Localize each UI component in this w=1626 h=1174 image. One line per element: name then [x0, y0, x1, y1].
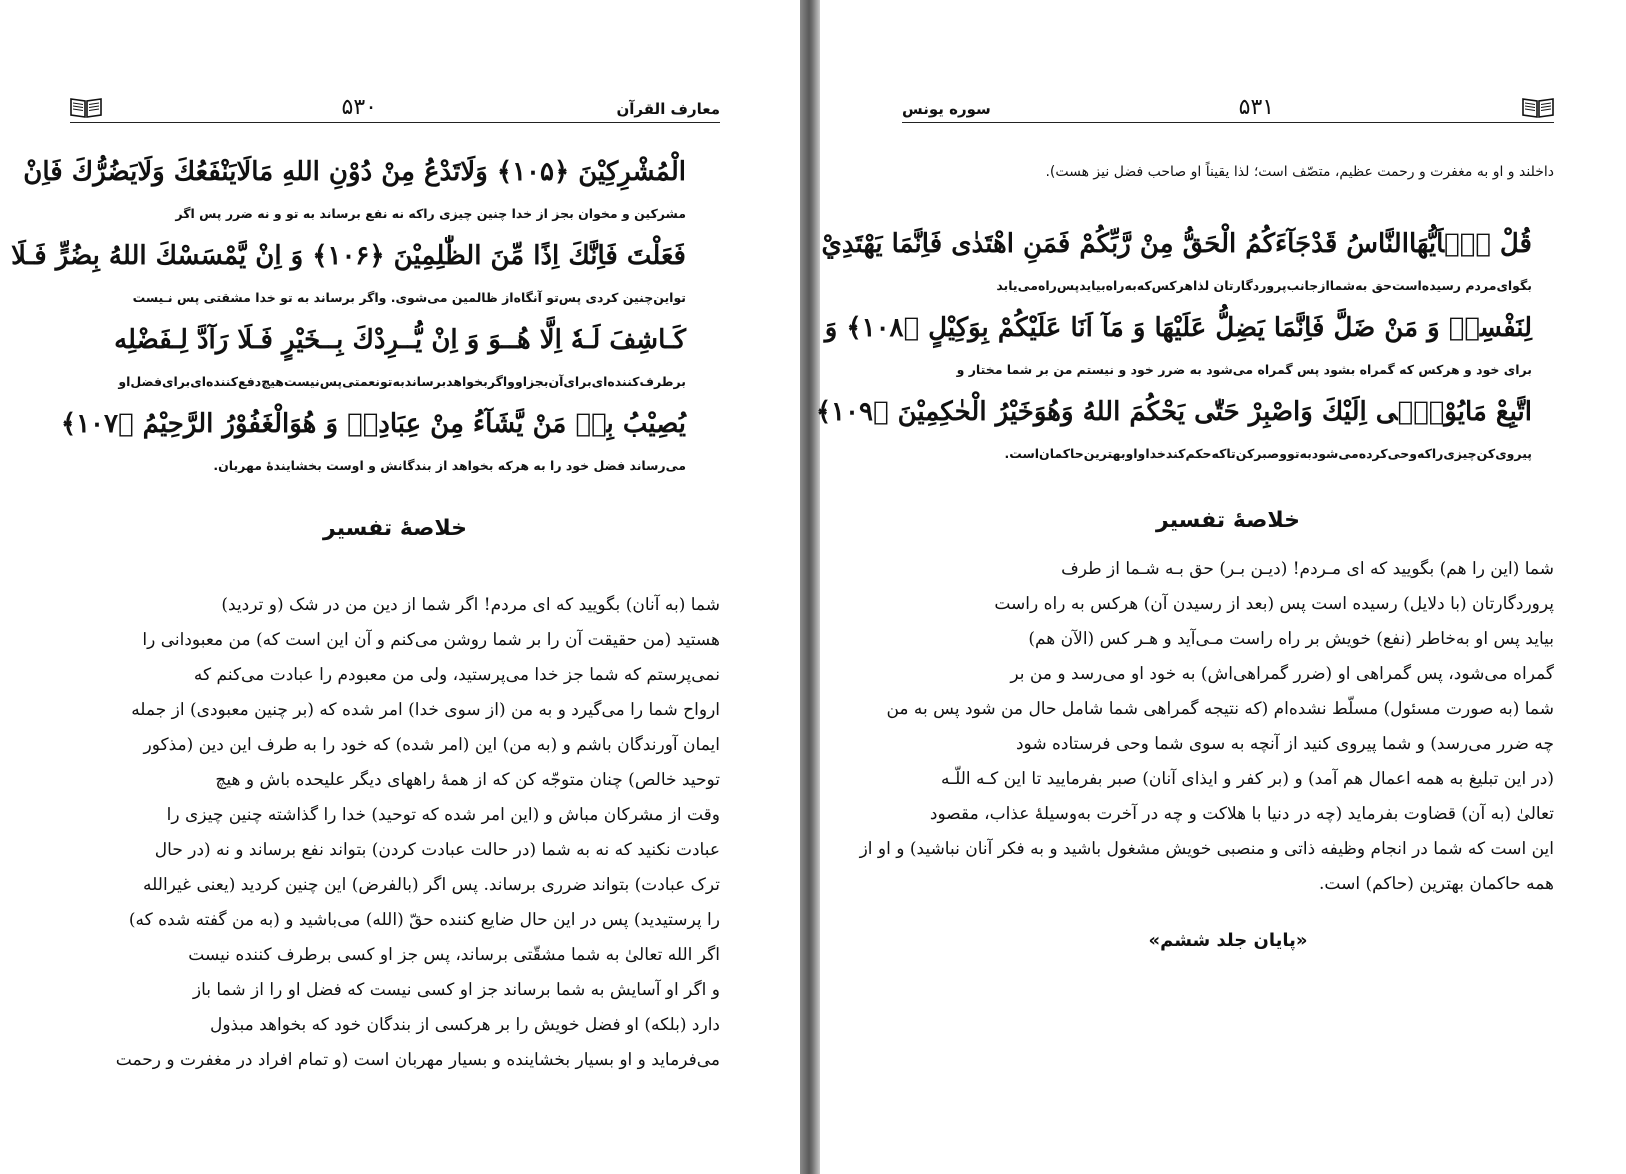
translation-line: مشرکین و مخوان بجز از خدا چنین چیزی راکه نه نفع برساند به تو و نه ضرر پس اگر — [175, 206, 686, 221]
right-page-number: ۵۳۱ — [1238, 95, 1275, 120]
translation-line: تواین‌چنین کردی پس‌تو آنگاه‌از ظالمین می‌شوی. واگر برساند به تو خدا مشقتی پس نـیست — [132, 290, 686, 305]
body-line: تعالیٰ (به آن) قضاوت بفرماید (چه در دنیا با هلاکت و چه در آخرت به‌وسیلهٔ عذاب، مقصود — [929, 804, 1554, 824]
verse-line: كَـاشِفَ لَـهٗ اِلَّا هُــوَ وَ اِنْ يُّــرِدْكَ بِــخَيْرٍ فَـلَا رَآدَّ لِـفَضْلِه — [114, 325, 686, 355]
translation-line: برای خود و هرکس که گمراه بشود پس گمراه می‌شود به ضرر خود و نیستم من بر شما مختار و — [956, 362, 1532, 377]
translation-line: پیروی‌کن‌چیزی‌راکه‌وحی‌کرده‌می‌شودبه‌تووصبرکن‌تاکه‌حکم‌کندخداواوبهترین‌حاکمان‌است. — [1004, 446, 1532, 461]
body-line: نمی‌پرستم که شما جز خدا می‌پرستید، ولی من معبودم را عبادت می‌کنم که — [193, 665, 720, 685]
left-page-header — [70, 82, 720, 123]
verse-line: فَعَلْتَ فَاِنَّكَ اِذًا مِّنَ الظّٰلِمِيْنَ ﴿۱۰۶﴾ وَ اِنْ يَّمْسَسْكَ اللهُ بِضُرٍّ فَـلَا — [11, 241, 686, 271]
open-book-icon — [1522, 96, 1554, 122]
left-header-title: معارف القرآن — [616, 100, 720, 118]
body-line: ارواح شما را می‌گیرد و به من (از سوی خدا) امر شده که (بر چنین معبودی) از جمله — [131, 700, 720, 720]
body-line: بیاید پس او به‌خاطر (نفع) خویش بر راه راست مـی‌آید و هـر کس (الآن هم) — [1028, 629, 1554, 649]
right-page-header — [902, 82, 1554, 123]
translation-line: می‌رساند فضل خود را به هرکه بخواهد از بندگانش و اوست بخشایندهٔ مهربان. — [213, 458, 686, 473]
end-of-volume-mark: «پایان جلد ششم» — [1148, 930, 1308, 951]
body-line: پروردگارتان (با دلایل) رسیده است پس (بعد از رسیدن آن) هرکس به راه راست — [994, 594, 1554, 614]
body-line: گمراه می‌شود، پس گمراهی او (ضرر گمراهی‌اش) به خود او می‌رسد و من بر — [1010, 664, 1554, 684]
right-verse-block — [815, 222, 1532, 474]
translation-line: برطرف‌کننده‌ای‌برای‌آن‌بجزاوواگر‌بخواهدبرساندبه‌تونعمتی‌پس‌نیست‌هیچ‌دفع‌کننده‌ای‌برای‌فضل‌او — [118, 374, 686, 389]
body-line: ترک عبادت) بتواند ضرری برساند. پس اگر (بالفرض) این چنین کردید (یعنی غیرالله — [143, 875, 720, 895]
open-book-icon — [70, 96, 102, 122]
body-line: توحید خالص) چنان متوجّه کن که از همهٔ راههای دیگر علیحده باش و هیچ — [215, 770, 720, 790]
verse-line: الْمُشْرِكِيْنَ ﴿۱۰۵﴾ وَلَاتَدْعُ مِنْ دُوْنِ اللهِ مَالَايَنْفَعُكَ وَلَايَضُرُّكَ فَاِنْ — [23, 157, 686, 187]
body-line: اگر الله تعالیٰ به شما مشقّتی برساند، پس جز او کسی برطرف کننده نیست — [188, 945, 720, 965]
left-verse-block — [11, 150, 686, 486]
body-line: شما (این را هم) بگویید که ای مـردم! (دیـن بـر) حق بـه شـما از طرف — [1061, 559, 1554, 579]
body-line: ایمان آورندگان باشم و (به من) این (امر شده) که خود را به طرف این دین (مذکور — [143, 735, 720, 755]
verse-line: يُصِيْبُ بِهٖ مَنْ يَّشَآءُ مِنْ عِبَادِهٖ وَ هُوَالْغَفُوْرُ الرَّحِيْمُ ﴿۱۰۷﴾ — [60, 409, 686, 439]
book-gutter — [800, 0, 820, 1174]
left-section-heading: خلاصهٔ تفسیر — [323, 516, 467, 541]
verse-line: لِنَفْسِهٖ وَ مَنْ ضَلَّ فَاِنَّمَا يَضِلُّ عَلَيْهَا وَ مَآ اَنَا عَلَيْكُمْ بِوَكِيْلٍ ﴿۱۰۸﴾ وَ — [824, 313, 1532, 343]
verse-line: قُلْ يٰۤاَيُّهَاالنَّاسُ قَدْجَآءَكُمُ الْحَقُّ مِنْ رَّبِّكُمْ فَمَنِ اهْتَدٰى فَاِنَّمَا يَهْتَدِيْ — [821, 229, 1532, 259]
body-line: هستید (من حقیقت آن را بر شما روشن می‌کنم و آن این است که) من معبودانی را — [142, 630, 720, 650]
right-section-heading: خلاصهٔ تفسیر — [1156, 508, 1300, 533]
body-line: چه ضرر می‌رسد) و شما پیروی کنید از آنچه به سوی شما وحی فرستاده شود — [1015, 734, 1554, 754]
right-page — [815, 0, 1626, 1174]
body-line: (در این تبلیغ به همه اعمال هم آمد) و (بر کفر و ایذای آنان) صبر بفرمایید تا این کـه اللّـه — [940, 769, 1554, 789]
body-line: عبادت نکنید که نه به شما (در حالت عبادت کردن) بتواند نفع برساند و نه (در حال — [154, 840, 720, 860]
verse-line: اتَّبِعْ مَايُوْحٰۤى اِلَيْكَ وَاصْبِرْ حَتّٰى يَحْكُمَ اللهُ وَهُوَخَيْرُ الْحٰكِمِيْنَ ﴿۱۰۹﴾ — [815, 397, 1532, 427]
right-header-title: سوره یونس — [902, 100, 991, 118]
body-line: و اگر او آسایش به شما برساند جز او کسی نیست که فضل او را از شما باز — [192, 980, 720, 1000]
body-line: وقت از مشرکان مباش و (این امر شده که توحید) خدا را گذاشته چنین چیزی را — [166, 805, 720, 825]
translation-line: بگوای‌مردم رسیده‌است‌حق به‌شمااز‌جانب‌پروردگارتان لذاهرکس‌که‌به‌راه‌بیاید‌پس‌راه‌می‌یابد — [996, 278, 1532, 293]
left-page — [0, 0, 800, 1174]
right-body-text — [859, 552, 1554, 902]
body-line: شما (به صورت مسئول) مسلّط نشده‌ام (که نتیجه گمراهی شما شامل حال من شود پس به من — [886, 699, 1554, 719]
body-line: را پرستیدید) پس در این حال ضایع کننده حقّ (الله) می‌باشید و (به من گفته شده که) — [128, 910, 720, 930]
body-line: شما (به آنان) بگویید که ای مردم! اگر شما از دین من در شک (و تردید) — [221, 595, 720, 615]
left-page-number: ۵۳۰ — [341, 95, 377, 120]
left-body-text — [70, 588, 720, 1078]
body-line: همه حاکمان بهترین (حاکم) است. — [1319, 874, 1554, 894]
body-line: دارد (بلکه) او فضل خویش را بر هرکسی از بندگان خود که بخواهد مبذول — [210, 1015, 720, 1035]
continued-text-line: داخلند و او به مغفرت و رحمت عظیم، متصّف است؛ لذا یقیناً او صاحب فضل نیز هست). — [1045, 164, 1554, 180]
body-line: این است که شما در انجام وظیفه ذاتی و منصبی خویش مشغول باشید و به فکر آنان نباشید) و او از — [859, 839, 1554, 859]
body-line: می‌فرماید و او بسیار بخشاینده و بسیار مهربان است (و تمام افراد در مغفرت و رحمت — [115, 1050, 720, 1070]
